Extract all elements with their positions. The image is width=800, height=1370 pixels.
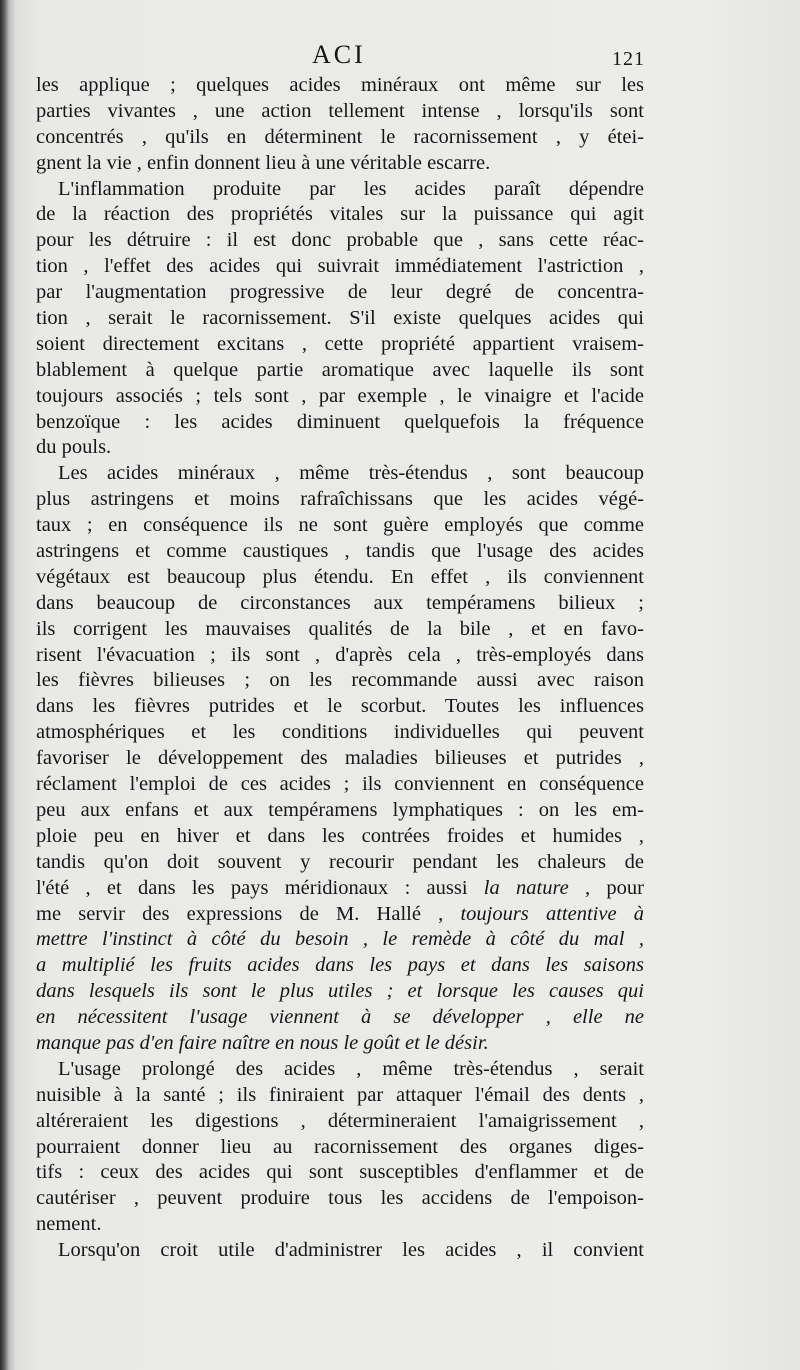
text-line: tandis qu'on doit souvent y recourir pendant les chaleurs de (36, 850, 644, 873)
text-line: nement. (36, 1213, 102, 1236)
running-head: ACI (312, 40, 366, 69)
text-line: blablement à quelque partie aromatique avec laquelle ils sont (36, 358, 644, 381)
text-line: pour les détruire : il est donc probable que , sans cette réac- (36, 229, 644, 252)
text-fragment: me servir des expressions de M. Hallé , (36, 902, 461, 925)
text-fragment: l'été , et dans les pays méridionaux : aussi (36, 876, 484, 899)
text-line: cautériser , peuvent produire tous les accidens de l'empoison- (36, 1187, 644, 1210)
text-line: taux ; en conséquence ils ne sont guère employés que comme (36, 514, 644, 537)
italic-line: a multiplié les fruits acides dans les pays et dans les saisons (36, 954, 644, 977)
text-line: par l'augmentation progressive de leur degré de concentra- (36, 281, 644, 304)
text-line: de la réaction des propriétés vitales sur la puissance qui agit (36, 203, 644, 226)
text-line: toujours associés ; tels sont , par exemple , le vinaigre et l'acide (36, 384, 644, 407)
text-line: peu aux enfans et aux tempéramens lymphatiques : on les em- (36, 798, 644, 821)
text-line: ploie peu en hiver et dans les contrées froides et humides , (36, 824, 644, 847)
text-line-mixed (36, 876, 644, 902)
text-line: gnent la vie , enfin donnent lieu à une véritable escarre. (36, 151, 491, 174)
text-line: risent l'évacuation ; ils sont , d'après cela , très-employés dans (36, 643, 644, 666)
text-line: tifs : ceux des acides qui sont susceptibles d'enflammer et de (36, 1161, 644, 1184)
page-number: 121 (612, 48, 645, 70)
text-line: pourraient donner lieu au racornissement des organes diges- (36, 1135, 644, 1158)
text-line: dans les fièvres putrides et le scorbut. Toutes les influences (36, 695, 644, 718)
text-fragment: , pour (568, 876, 644, 899)
text-line: tion , serait le racornissement. S'il existe quelques acides qui (36, 307, 644, 330)
text-line: les fièvres bilieuses ; on les recommande aussi avec raison (36, 669, 644, 692)
italic-line: en nécessitent l'usage viennent à se développer , elle ne (36, 1006, 644, 1029)
text-line: végétaux est beaucoup plus étendu. En effet , ils conviennent (36, 565, 644, 588)
text-line: nuisible à la santé ; ils finiraient par attaquer l'émail des dents , (36, 1083, 644, 1106)
text-line: altéreraient les digestions , détermineraient l'amaigrissement , (36, 1109, 644, 1132)
italic-line: manque pas d'en faire naître en nous le goût et le désir. (36, 1031, 489, 1054)
italic-line: mettre l'instinct à côté du besoin , le remède à côté du mal , (36, 928, 644, 951)
italic-line: dans lesquels ils sont le plus utiles ; et lorsque les causes qui (36, 980, 644, 1003)
text-line: parties vivantes , une action tellement intense , lorsqu'ils sont (36, 99, 644, 122)
text-line: plus astringens et moins rafraîchissans que les acides végé- (36, 488, 644, 511)
text-line: dans beaucoup de circonstances aux tempéramens bilieux ; (36, 591, 644, 614)
text-line: soient directement excitans , cette propriété appartient vraisem- (36, 332, 644, 355)
text-line: atmosphériques et les conditions individuelles qui peuvent (36, 721, 644, 744)
paragraph-start-line: L'usage prolongé des acides , même très-étendus , serait (58, 1057, 644, 1080)
text-line: concentrés , qu'ils en déterminent le racornissement , y étei- (36, 125, 644, 148)
text-line: réclament l'emploi de ces acides ; ils conviennent en conséquence (36, 773, 644, 796)
paragraph-start-line: Les acides minéraux , même très-étendus , sont beaucoup (58, 462, 644, 485)
text-line: ils corrigent les mauvaises qualités de la bile , et en favo- (36, 617, 644, 640)
text-line: tion , l'effet des acides qui suivrait immédiatement l'astriction , (36, 255, 644, 278)
italic-fragment: la nature (483, 876, 569, 899)
body-text (36, 73, 644, 1264)
italic-fragment: toujours attentive à (460, 902, 644, 925)
text-line: benzoïque : les acides diminuent quelquefois la fréquence (36, 410, 644, 433)
text-line: favoriser le développement des maladies bilieuses et putrides , (36, 747, 644, 770)
text-line-mixed (36, 902, 644, 928)
paragraph-start-line: L'inflammation produite par les acides paraît dépendre (58, 177, 644, 200)
paragraph-start-line: Lorsqu'on croit utile d'administrer les acides , il convient (58, 1239, 644, 1262)
text-line: du pouls. (36, 436, 112, 459)
text-line: astringens et comme caustiques , tandis que l'usage des acides (36, 540, 644, 563)
text-line: les applique ; quelques acides minéraux ont même sur les (36, 74, 644, 96)
page-header (34, 40, 644, 74)
